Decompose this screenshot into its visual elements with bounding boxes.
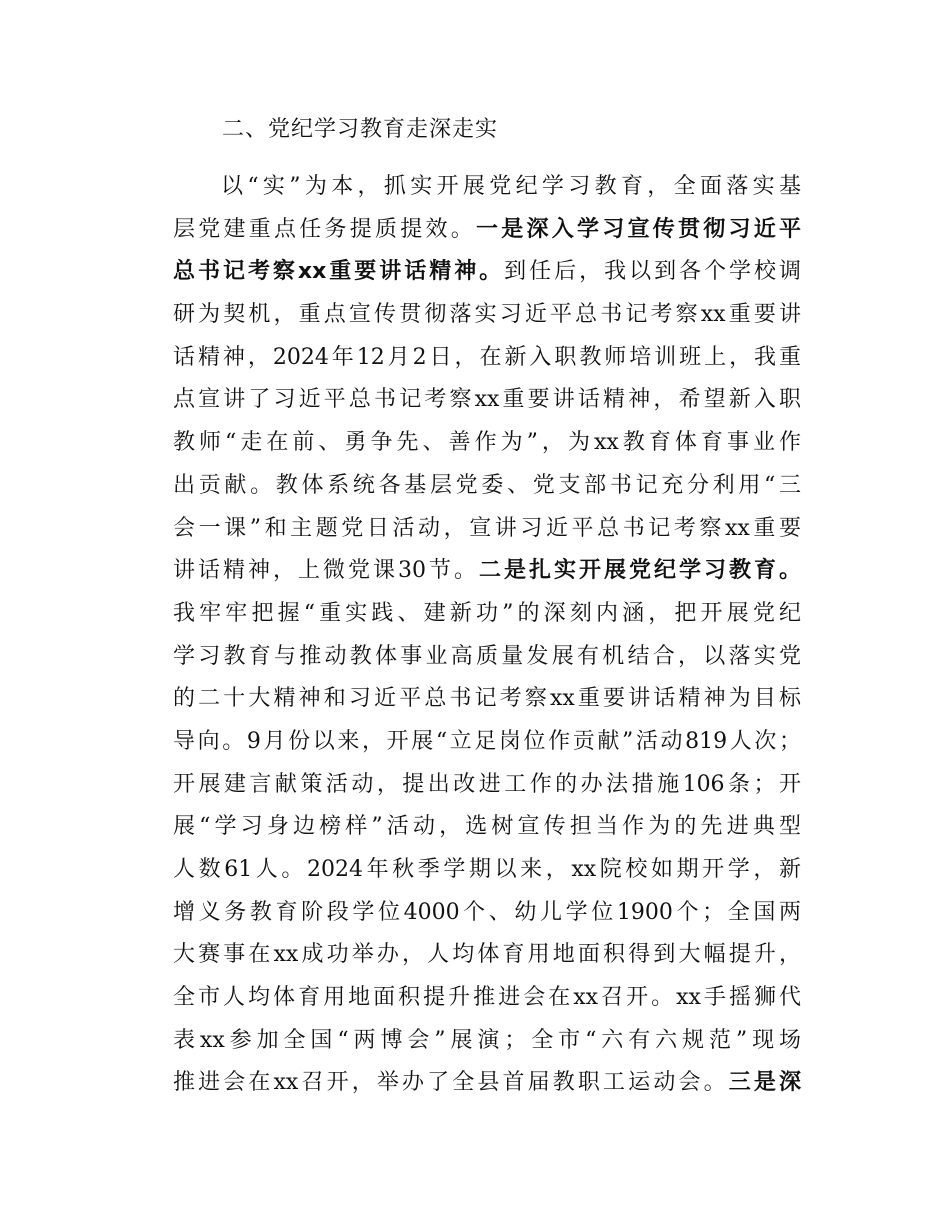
text-line xyxy=(173,337,801,380)
text-segment: 学习教育与推动教体事业高质量发展有机结合，以落实党 xyxy=(173,643,801,669)
text-segment: 我牢牢把握“重实践、建新功”的深刻内涵，把开展党纪 xyxy=(173,600,801,626)
text-segment: 开展建言献策活动，提出改进工作的办法措施106条；开 xyxy=(173,771,801,797)
text-segment: 大赛事在xx成功举办，人均体育用地面积得到大幅提升， xyxy=(173,942,801,968)
paragraph xyxy=(173,166,801,1105)
text-line xyxy=(173,764,801,807)
text-line xyxy=(173,593,801,636)
text-line xyxy=(173,1020,801,1063)
section-heading: 二、党纪学习教育走深走实 xyxy=(222,117,499,142)
text-line xyxy=(173,251,801,294)
text-line xyxy=(173,977,801,1020)
text-line xyxy=(173,294,801,337)
text-line xyxy=(173,465,801,508)
text-segment: 层党建重点任务提质提效。 xyxy=(173,216,476,242)
text-line xyxy=(173,166,801,209)
text-segment: 讲话精神，上微党课30节。 xyxy=(173,558,479,584)
text-segment: 的二十大精神和习近平总书记考察xx重要讲话精神为目标 xyxy=(173,686,801,712)
text-line xyxy=(173,806,801,849)
text-segment: 点宣讲了习近平总书记考察xx重要讲话精神，希望新入职 xyxy=(173,387,801,413)
text-line xyxy=(173,849,801,892)
text-segment: 人数61人。2024年秋季学期以来，xx院校如期开学，新 xyxy=(173,857,801,882)
text-segment: 导向。9月份以来，开展“立足岗位作贡献”活动819人次； xyxy=(173,728,801,754)
text-segment: 增义务教育阶段学位4000个、幼儿学位1900个；全国两 xyxy=(173,899,801,925)
bold-text-segment: 一是深入学习宣传贯彻习近平 xyxy=(476,216,801,242)
text-line xyxy=(173,678,801,721)
text-line xyxy=(173,209,801,252)
bold-text-segment: 总书记考察xx重要讲话精神。 xyxy=(173,259,505,285)
text-line xyxy=(173,550,801,593)
text-segment: 表xx参加全国“两博会”展演；全市“六有六规范”现场 xyxy=(173,1027,801,1053)
text-segment: 全市人均体育用地面积提升推进会在xx召开。xx手摇狮代 xyxy=(173,985,801,1011)
text-segment: 会一课”和主题党日活动，宣讲习近平总书记考察xx重要 xyxy=(173,515,801,541)
text-line xyxy=(173,636,801,679)
bold-text-segment: 二是扎实开展党纪学习教育。 xyxy=(479,558,801,584)
text-line xyxy=(173,508,801,551)
text-line xyxy=(173,934,801,977)
text-line xyxy=(173,422,801,465)
text-segment: 话精神，2024年12月2日，在新入职教师培训班上，我重 xyxy=(173,344,801,370)
text-segment: 推进会在xx召开，举办了全县首届教职工运动会。 xyxy=(173,1070,729,1096)
text-line xyxy=(173,379,801,422)
text-segment: 教师“走在前、勇争先、善作为”，为xx教育体育事业作 xyxy=(173,430,801,456)
bold-text-segment: 三是深 xyxy=(728,1070,801,1096)
text-segment: 出贡献。教体系统各基层党委、党支部书记充分利用“三 xyxy=(173,472,801,498)
text-line xyxy=(173,892,801,935)
text-segment: 展“学习身边榜样”活动，选树宣传担当作为的先进典型 xyxy=(173,814,801,840)
text-segment: 到任后，我以到各个学校调 xyxy=(504,259,801,285)
text-segment: 研为契机，重点宣传贯彻落实习近平总书记考察xx重要讲 xyxy=(173,302,801,328)
text-segment: 以“实”为本，抓实开展党纪学习教育，全面落实基 xyxy=(221,174,801,199)
text-line xyxy=(173,721,801,764)
text-line xyxy=(173,1062,801,1105)
